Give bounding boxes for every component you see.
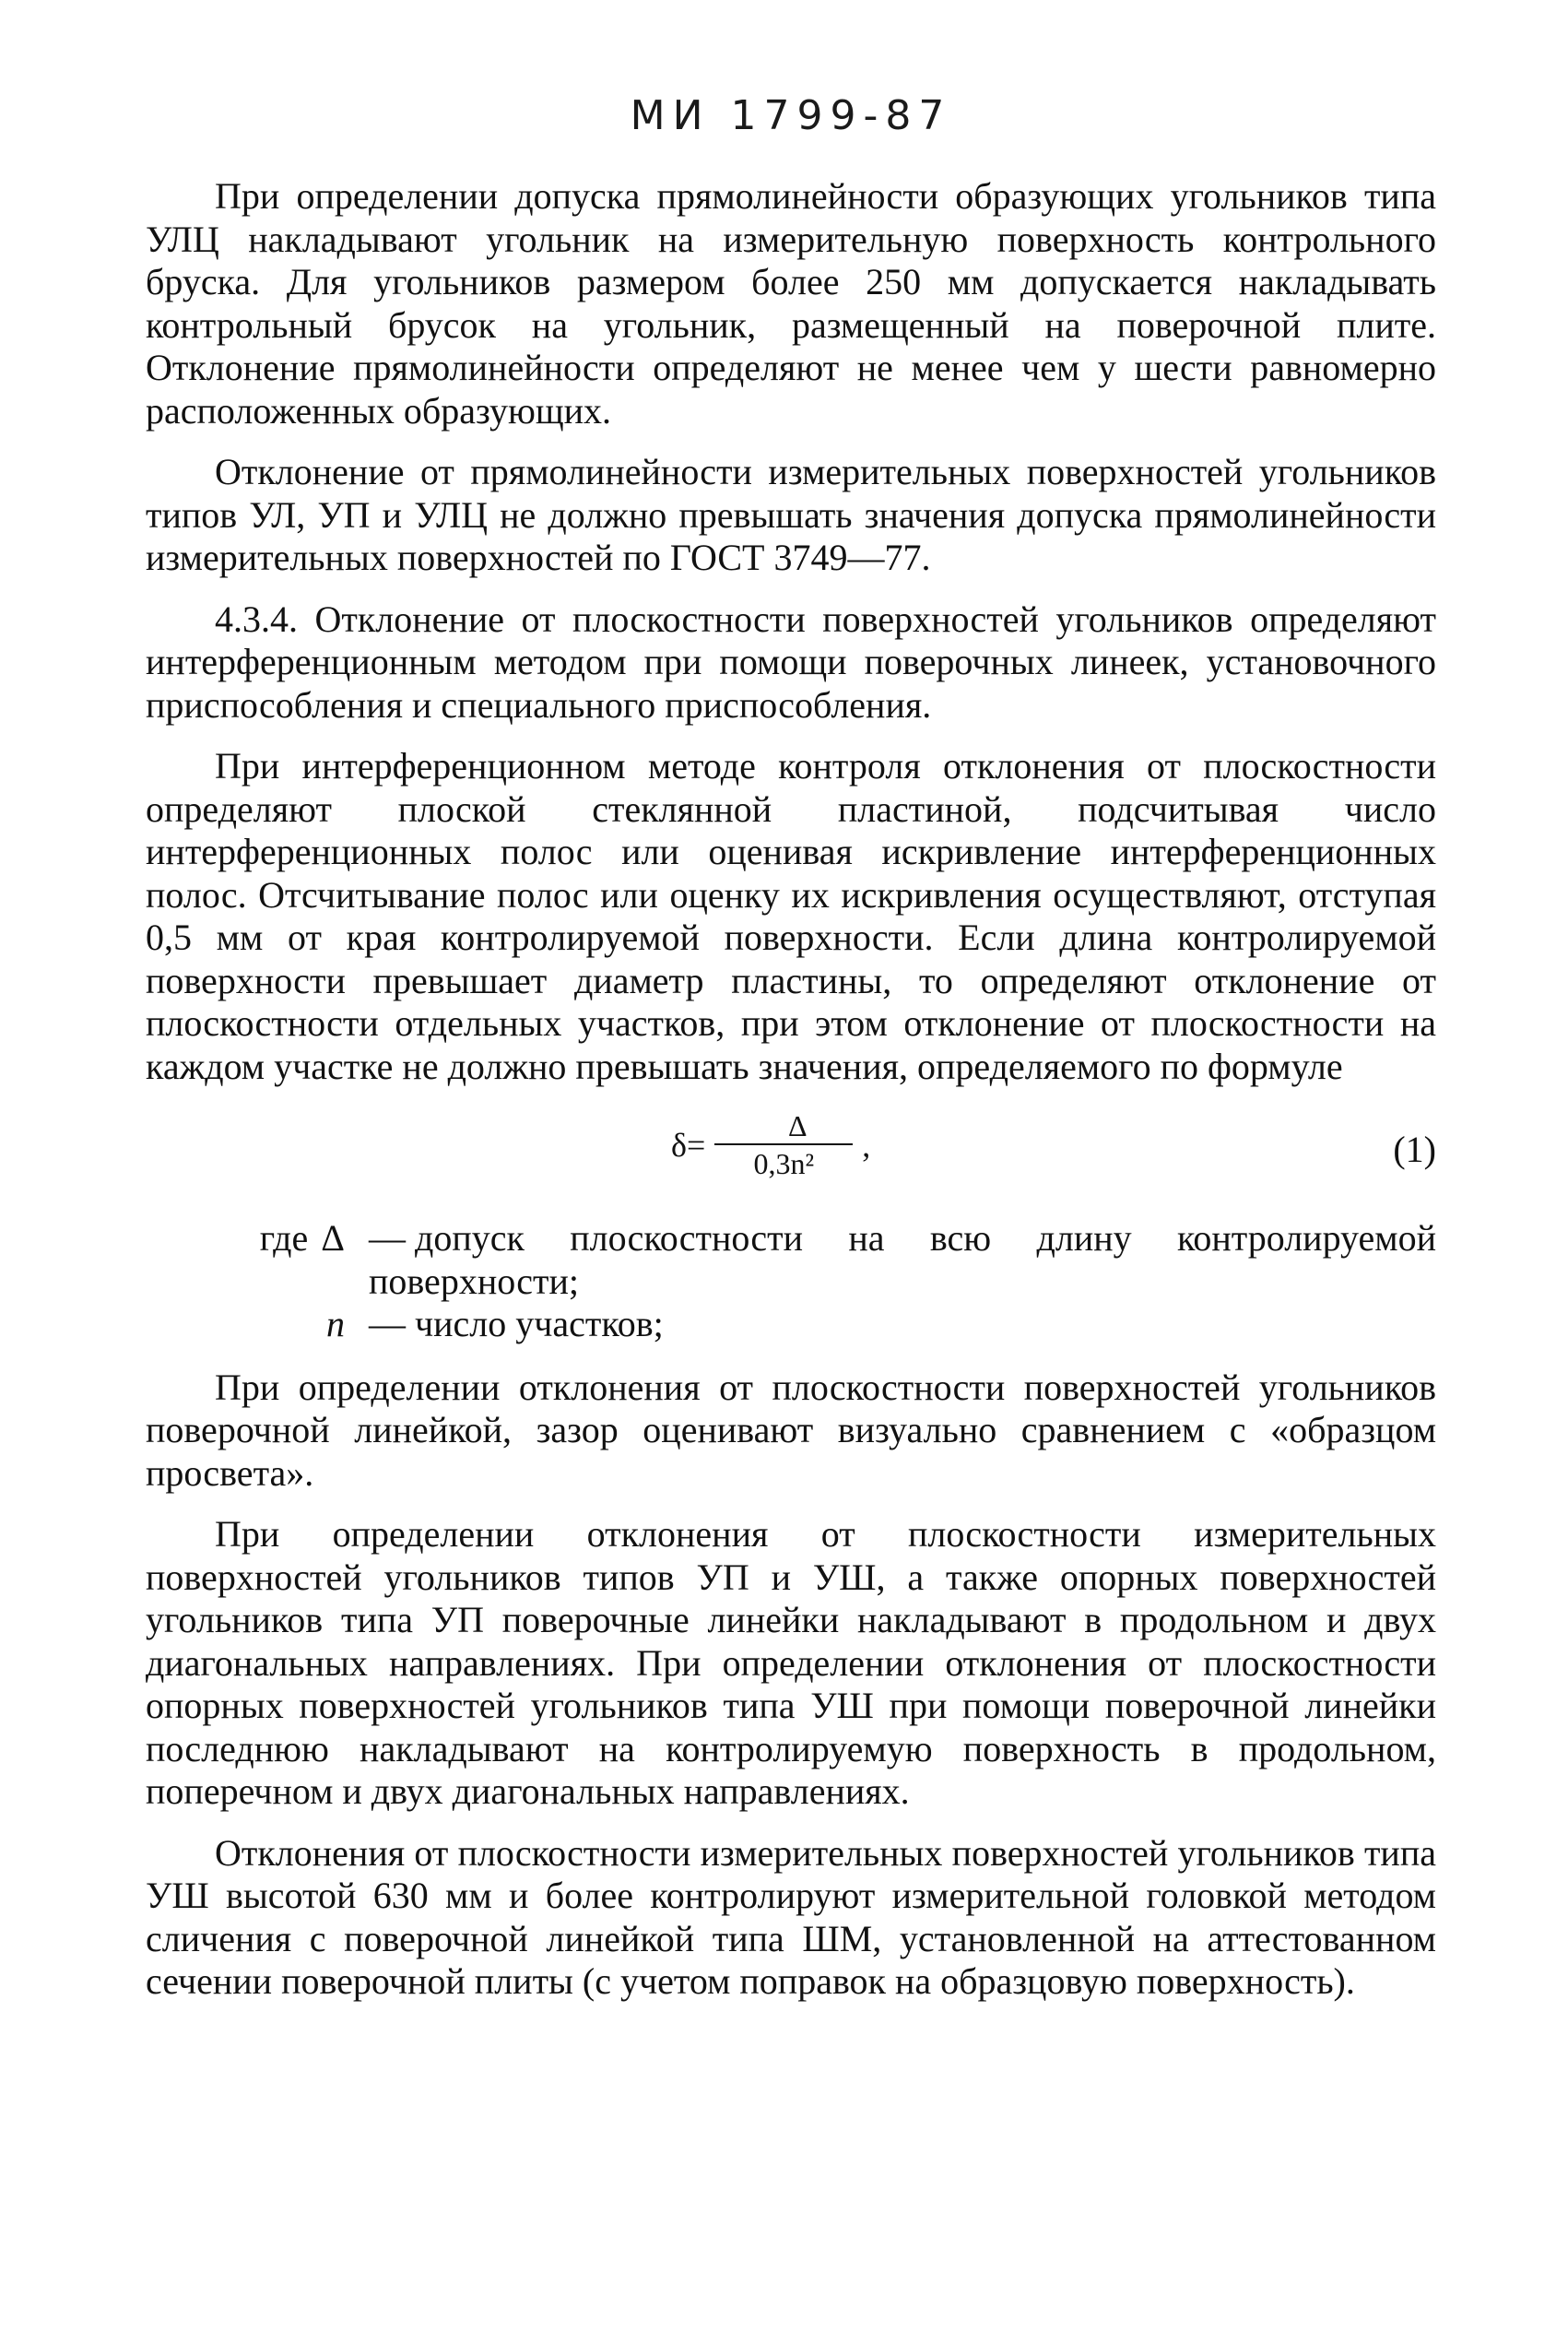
formula-1	[146, 1106, 1436, 1208]
document-header: МИ 1799-87	[630, 92, 952, 139]
paragraph-ruler-gap: При определении отклонения от плоскостности поверхностей угольников поверочной линейкой, зазор оценивают визуально сравнением с «образцом просвета».	[146, 1366, 1436, 1494]
formula-definitions	[146, 1217, 1436, 1346]
formula-denominator: 0,3n²	[753, 1147, 815, 1180]
definition-text-n	[358, 1303, 1436, 1346]
definition-description: допуск плоскостности на всю длину контролируемой поверхности;	[369, 1217, 1436, 1302]
definition-symbol-delta: Δ	[321, 1217, 345, 1259]
definition-text-delta	[358, 1217, 1436, 1303]
paragraph-ulc-straightness: При определении допуска прямолинейности образующих угольников типа УЛЦ накладывают угольник на измерительную поверхность контрольного бруска. Для угольников размером более 250 мм допускается накладывать контрольный брусок на угольник, размещенный на поверочной плите. Отклонение прямолинейности определяют не менее чем у шести равномерно расположенных образующих.	[146, 175, 1436, 432]
definition-row-n	[146, 1303, 1436, 1346]
document-body	[146, 175, 1436, 2022]
paragraph-section-4-3-4: 4.3.4. Отклонение от плоскостности поверхностей угольников определяют интерференционным методом при помощи поверочных линеек, установочного приспособления и специального приспособления.	[146, 598, 1436, 726]
definition-dash: —	[369, 1217, 406, 1259]
formula-lhs: δ=	[671, 1126, 706, 1164]
definition-row-delta	[146, 1217, 1436, 1303]
definition-where: где	[259, 1217, 309, 1259]
definition-description: число участков;	[415, 1303, 664, 1344]
formula-trailing-comma: ,	[862, 1126, 871, 1164]
formula-fraction	[709, 1108, 858, 1182]
definition-dash: —	[369, 1303, 406, 1344]
formula-expression	[671, 1108, 870, 1182]
formula-numerator: Δ	[787, 1109, 808, 1142]
paragraph-interference-method: При интерференционном методе контроля отклонения от плоскостности определяют плоской стеклянной пластиной, подсчитывая число интерференционных полос или оценивая искривление интерференционных полос. Отсчитывание полос или оценку их искривления осуществляют, отступая 0,5 мм от края контролируемой поверхности. Если длина контролируемой поверхности превышает диаметр пластины, то определяют отклонение от плоскостности отдельных участков, при этом отклонение от плоскостности на каждом участке не должно превышать значения, определяемого по формуле	[146, 745, 1436, 1087]
paragraph-ush-630-measuring-head: Отклонения от плоскостности измерительных поверхностей угольников типа УШ высотой 630 мм и более контролируют измерительной головкой методом сличения с поверочной линейкой типа ШМ, установленной на аттестованном сечении поверочной плиты (с учетом поправок на образцовую поверхность).	[146, 1831, 1436, 2002]
definition-head	[146, 1217, 358, 1260]
definition-symbol-n: n	[326, 1303, 345, 1344]
paragraph-up-ush-ruler-directions: При определении отклонения от плоскостности измерительных поверхностей угольников типов УП и УШ, а также опорных поверхностей угольников типа УП поверочные линейки накладывают в продольном и двух диагональных направлениях. При определении отклонения от плоскостности опорных поверхностей угольников типа УШ при помощи поверочной линейки последнюю накладывают на контролируемую поверхность в продольном, поперечном и двух диагональных направлениях.	[146, 1513, 1436, 1812]
equation-number: (1)	[1393, 1129, 1436, 1170]
definition-head	[146, 1303, 358, 1346]
paragraph-straightness-limit: Отклонение от прямолинейности измерительных поверхностей угольников типов УЛ, УП и УЛЦ не должно превышать значения допуска прямолинейности измерительных поверхностей по ГОСТ 3749—77.	[146, 451, 1436, 578]
